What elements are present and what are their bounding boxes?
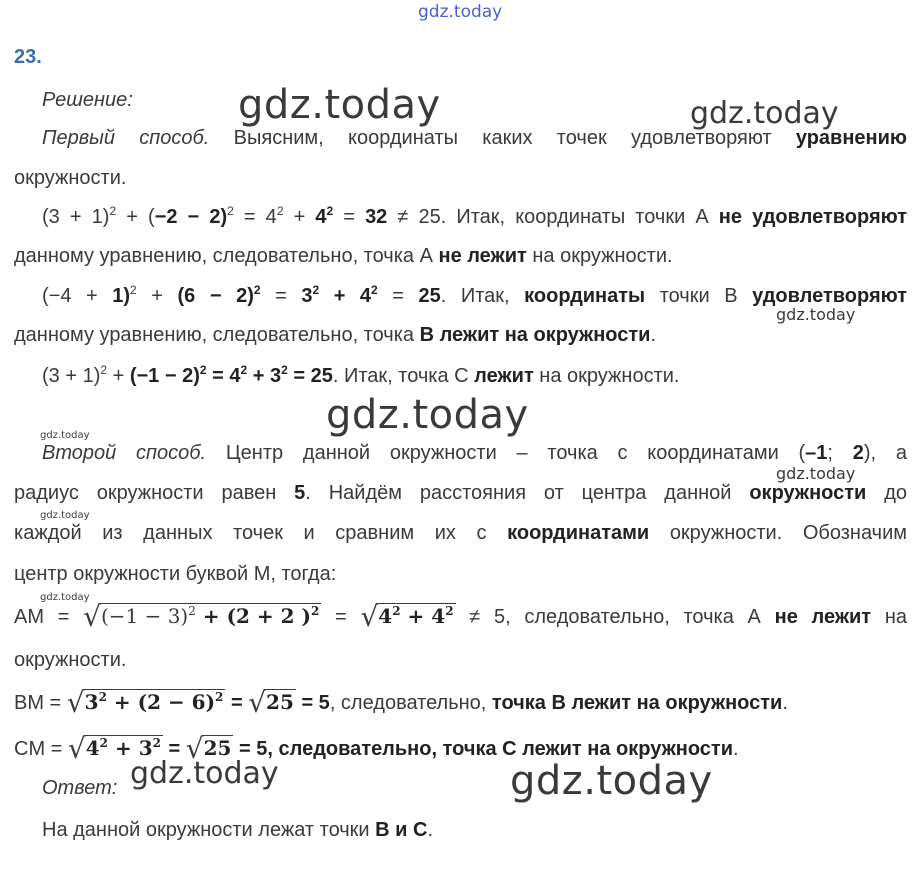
watermark: gdz.today bbox=[40, 592, 90, 603]
watermark: gdz.today bbox=[40, 510, 90, 521]
watermark: gdz.today bbox=[776, 305, 856, 324]
answer-text: На данной окружности лежат точки В и С. bbox=[42, 819, 434, 841]
method2-line2: радиус окружности равен 5. Найдём расстояния от центра данной окружности до bbox=[14, 482, 907, 504]
cm-formula: CM = $√4^2 + 3^2 = √25 = 5$, следовательно, точка С лежит на окружности. bbox=[14, 732, 739, 765]
answer-label: Ответ: bbox=[42, 777, 118, 799]
watermark: gdz.today bbox=[690, 96, 839, 131]
watermark: gdz.today bbox=[510, 758, 713, 804]
radicand: $4^2 + 3^2$ bbox=[85, 736, 161, 760]
method1-intro-cont: окружности. bbox=[14, 167, 127, 189]
point-b-conclusion: данному уравнению, следовательно, точка В лежит на окружности. bbox=[14, 324, 657, 346]
watermark: gdz.today bbox=[40, 430, 90, 441]
watermark: gdz.today bbox=[326, 392, 529, 438]
point-a-line: $(3 + 1)^2 + (-2 - 2)^2 = 4^2 + 4^2 = 32 \ne 25$. Итак, координаты точки А не удовлетворяют bbox=[42, 204, 908, 228]
radicand: 25 bbox=[203, 736, 232, 760]
watermark-top: gdz.today bbox=[418, 2, 503, 22]
watermark: gdz.today bbox=[238, 82, 441, 128]
task-number: 23. bbox=[14, 46, 42, 68]
point-b-line: $(-4 + 1)^2 + (6 - 2)^2 = 3^2 + 4^2 = 25$. Итак, координаты точки В удовлетворяют bbox=[42, 283, 908, 307]
bm-formula: BM = $√3^2 + (2 - 6)^2 = √25 = 5$, следовательно, точка В лежит на окружности. bbox=[14, 686, 788, 719]
sqrt-icon: √ bbox=[83, 600, 101, 633]
radicand: $(-1 - 3)^2 + (2 + 2$ )$^2$ bbox=[100, 604, 320, 628]
method1-intro: Первый способ. Выясним, координаты каких точек удовлетворяют уравнению bbox=[42, 127, 907, 149]
radicand: 25 bbox=[266, 690, 294, 714]
watermark: gdz.today bbox=[130, 756, 279, 791]
radicand: $4^2 + 4^2$ bbox=[378, 604, 454, 628]
sqrt-icon: √ bbox=[66, 686, 85, 719]
method2-line4: центр окружности буквой М, тогда: bbox=[14, 563, 337, 585]
solution-label: Решение: bbox=[42, 89, 133, 111]
watermark: gdz.today bbox=[776, 464, 856, 483]
point-c-line: $(3 + 1)^2 + (-1 - 2)^2 = 4^2 + 3^2 = 25$. Итак, точка С лежит на окружности. bbox=[42, 363, 680, 387]
radicand: $3^2 + (2 - 6)^2$ bbox=[84, 690, 224, 714]
am-formula: AM = $√(-1 - 3)^2 + (2 + 2$ )$^2 = √4^2 + 4^2 \ne 5$, следовательно, точка А не лежит на bbox=[14, 600, 907, 633]
sqrt-icon: √ bbox=[248, 686, 267, 719]
sqrt-icon: √ bbox=[185, 732, 204, 765]
method2-line1: Второй способ. Центр данной окружности – точка с координатами (–1; 2), а bbox=[42, 442, 908, 464]
point-a-conclusion: данному уравнению, следовательно, точка А не лежит на окружности. bbox=[14, 245, 673, 267]
sqrt-icon: √ bbox=[360, 600, 379, 633]
am-conclusion: окружности. bbox=[14, 649, 127, 671]
method2-line3: каждой из данных точек и сравним их с координатами окружности. Обозначим bbox=[14, 522, 907, 544]
sqrt-icon: √ bbox=[67, 732, 86, 765]
